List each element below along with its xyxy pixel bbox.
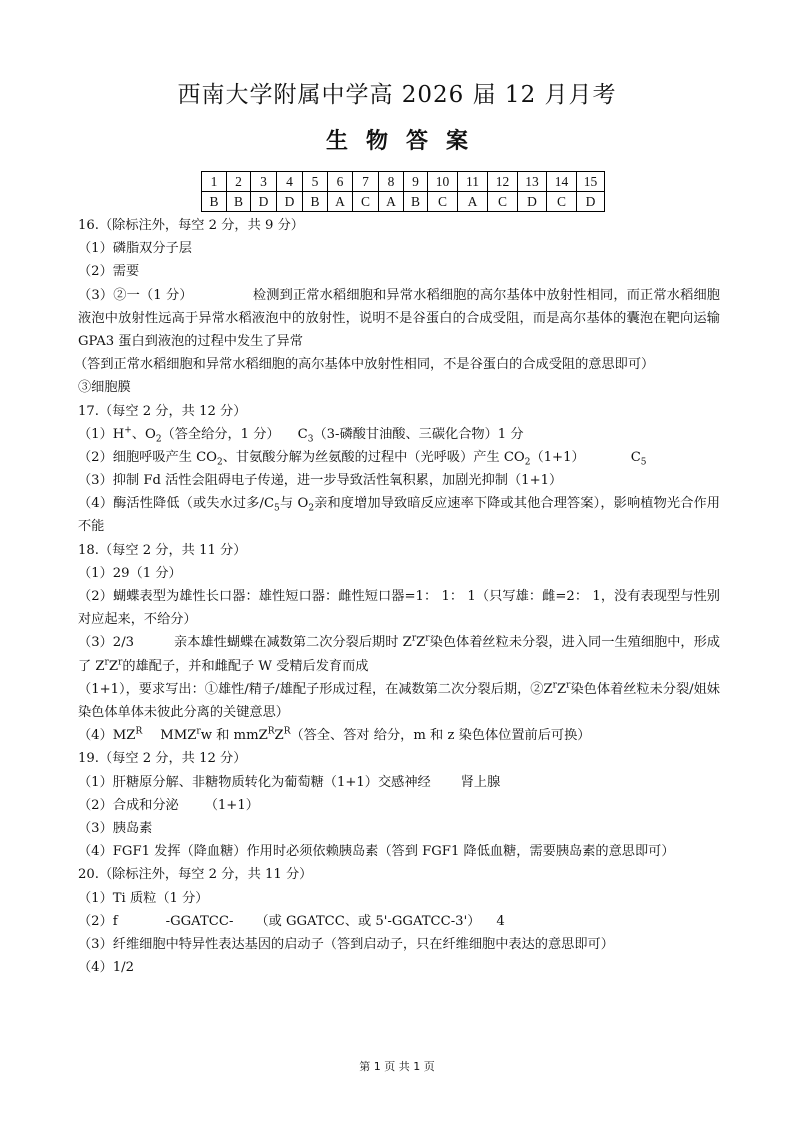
answer-cell: A bbox=[458, 192, 488, 212]
answer-cell: B bbox=[227, 192, 251, 212]
q20-a2-mid: -GGATCC- bbox=[165, 913, 234, 929]
q17-a4-text: （4）酶活性降低（或失水过多/C bbox=[78, 496, 275, 512]
q20-a2-text: （2）f bbox=[78, 913, 118, 929]
question-number-cell: 12 bbox=[488, 172, 518, 192]
q18-a4-t2: w 和 mmZ bbox=[200, 728, 268, 744]
q17-a4-rest: 亲和度增加导致暗反应速率下降或其他合理答案），影响植物光合作用不能 bbox=[78, 496, 720, 535]
q17-a2-mid: 、甘氨酸分解为丝氨酸的过程中（光呼吸）产生 CO bbox=[222, 449, 525, 465]
answer-cell: C bbox=[353, 192, 379, 212]
question-number-cell: 5 bbox=[303, 172, 328, 192]
question-number-cell: 8 bbox=[379, 172, 404, 192]
q18-a3-t4: 的雄配子，并和雌配子 W 受精后发育而成 bbox=[122, 658, 369, 674]
q18-a3-sup1: r bbox=[411, 634, 417, 645]
q17-a2-text: （2）细胞呼吸产生 CO bbox=[78, 449, 217, 465]
question-number-cell: 13 bbox=[518, 172, 547, 192]
answer-cell: B bbox=[404, 192, 428, 212]
q19-answer-4: （4）FGF1 发挥（降血糖）作用时必须依赖胰岛素（答到 FGF1 降低血糖，需要胰岛素的意思即可） bbox=[78, 844, 675, 860]
q18-answer-3-note bbox=[78, 678, 720, 724]
q17-a4-mid: 与 O bbox=[279, 496, 309, 512]
q20-answer-1: （1）Ti 质粒（1 分） bbox=[78, 890, 209, 906]
q17-a1-sub: 2 bbox=[155, 434, 162, 445]
q18-a3-note-rest: 染色体着丝粒未分裂/姐妹染色体单体未彼此分离的关键意思） bbox=[78, 681, 720, 721]
q17-a1-c-rest: （3-磷酸甘油酸、三碳化合物）1 分 bbox=[313, 426, 524, 442]
q18-a4-rest: （答全、答对 给分，m 和 z 染色体位置前后可换） bbox=[290, 728, 591, 744]
q17-a1-sup: + bbox=[124, 425, 132, 436]
q19-answer-2 bbox=[78, 794, 720, 817]
q18-a3-label: （3）2/3 bbox=[78, 635, 135, 651]
q18-a4-sup1: R bbox=[135, 726, 143, 737]
q16-answer-2: （2）需要 bbox=[78, 264, 140, 280]
q19-a1-text: （1）肝糖原分解、非糖物质转化为葡萄糖（1+1）交感神经 bbox=[78, 774, 431, 790]
q18-a3-text: 亲本雄性蝴蝶在减数第二次分裂后期时 Z bbox=[174, 635, 412, 651]
answer-subtitle: 生物答案 bbox=[325, 128, 486, 154]
q18-a4-sup4: R bbox=[283, 726, 291, 737]
q16-answer-3-c: ③细胞膜 bbox=[78, 380, 131, 396]
q18-heading: 18.（每空 2 分，共 11 分） bbox=[78, 542, 247, 558]
q18-a4-t3: Z bbox=[274, 728, 284, 744]
answer-cell: B bbox=[202, 192, 227, 212]
answer-cell: D bbox=[251, 192, 277, 212]
q19-answer-3: （3）胰岛素 bbox=[78, 820, 153, 836]
q17-a4-sub2: 2 bbox=[308, 503, 315, 514]
q18-a3-t3: Z bbox=[108, 658, 119, 674]
q16-answer-3-note: （答到正常水稻细胞和异常水稻细胞的高尔基体中放射性相同，不是谷蛋白的合成受阻的意思即可） bbox=[74, 357, 655, 373]
answer-cell: A bbox=[379, 192, 404, 212]
q18-a4-sup3: R bbox=[267, 726, 275, 737]
q17-answer-4 bbox=[78, 492, 720, 538]
answer-table bbox=[201, 171, 605, 212]
q17-a4-sub1: 5 bbox=[274, 503, 280, 514]
q19-a1-b: 肾上腺 bbox=[460, 774, 501, 790]
answer-cell: A bbox=[328, 192, 353, 212]
question-number-cell: 6 bbox=[328, 172, 353, 192]
question-number-cell: 14 bbox=[547, 172, 577, 192]
answer-cell: C bbox=[428, 192, 458, 212]
page-footer: 第 1 页 共 1 页 bbox=[359, 1060, 435, 1073]
q18-answer-4 bbox=[78, 724, 720, 747]
q18-a3-note-sup1: r bbox=[552, 680, 557, 691]
q17-answer-3: （3）抑制 Fd 活性会阻碍电子传递，进一步导致活性氧积累，加剧光抑制（1+1） bbox=[78, 473, 563, 489]
q16-answer-1: （1）磷脂双分子层 bbox=[78, 241, 192, 257]
q17-heading: 17.（每空 2 分，共 12 分） bbox=[78, 403, 247, 419]
q19-a2-b: （1+1） bbox=[204, 797, 259, 813]
answer-cell: C bbox=[547, 192, 577, 212]
q17-answer-1 bbox=[78, 423, 720, 446]
question-number-cell: 15 bbox=[577, 172, 605, 192]
q18-a3-t2: 染色体着丝粒未分裂，进入同一生殖细胞中，形成了 Z bbox=[78, 635, 720, 674]
q20-a2-num: 4 bbox=[496, 913, 505, 929]
answer-cell: B bbox=[303, 192, 328, 212]
q20-answer-3: （3）纤维细胞中特异性表达基因的启动子（答到启动子，只在纤维细胞中表达的意思即可） bbox=[78, 936, 614, 952]
question-number-cell: 3 bbox=[251, 172, 277, 192]
q18-a3-sup3: r bbox=[104, 657, 109, 668]
q19-heading: 19.（每空 2 分，共 12 分） bbox=[78, 751, 247, 767]
q17-a2-sub1: 2 bbox=[216, 457, 223, 468]
q17-a2-c-sub: 5 bbox=[640, 457, 647, 468]
q18-a4-t1: MMZ bbox=[160, 728, 197, 744]
q16-answer-3-text: 检测到正常水稻细胞和异常水稻细胞的高尔基体中放射性相同，而正常水稻细胞液泡中放射性远高于异常水稻液泡中的放射性，说明不是谷蛋白的合成受阻，而是高尔基体的囊泡在靶向运输 GPA3 蛋白到液泡的过程中发生了异常 bbox=[78, 287, 720, 349]
q17-a1-rest: （答全给分，1 分） bbox=[161, 426, 280, 442]
question-number-cell: 11 bbox=[458, 172, 488, 192]
question-number-cell: 9 bbox=[404, 172, 428, 192]
q17-a1-c-sub: 3 bbox=[307, 434, 314, 445]
q18-answer-1: （1）29（1 分） bbox=[78, 565, 182, 581]
q18-answer-2: （2）蝴蝶表型为雄性长口器：雄性短口器：雌性短口器=1： 1： 1（只写雄：雌=2： 1，没有表现型与性别对应起来，不给分） bbox=[78, 589, 720, 628]
q18-a3-sup2: r bbox=[425, 634, 430, 645]
q17-a1-c: C bbox=[297, 426, 308, 442]
answer-table-answer-row bbox=[202, 192, 605, 212]
question-number-cell: 2 bbox=[227, 172, 251, 192]
q18-a3-sup4: r bbox=[118, 657, 123, 668]
question-number-cell: 4 bbox=[277, 172, 303, 192]
answer-cell: D bbox=[277, 192, 303, 212]
q20-answer-2 bbox=[78, 910, 720, 933]
q16-heading: 16.（除标注外，每空 2 分，共 9 分） bbox=[78, 218, 304, 233]
q16-answer-3 bbox=[78, 284, 720, 354]
q18-answer-3 bbox=[78, 631, 720, 677]
q18-a4-sup2: r bbox=[196, 726, 201, 737]
q20-answer-4: （4）1/2 bbox=[78, 960, 134, 976]
question-number-cell: 7 bbox=[353, 172, 379, 192]
answer-cell: D bbox=[577, 192, 605, 212]
answer-cell: C bbox=[488, 192, 518, 212]
q20-a2-alt: （或 GGATCC、或 5'-GGATCC-3'） bbox=[255, 913, 481, 929]
q17-a2-sub2: 2 bbox=[524, 457, 531, 468]
q19-a2-text: （2）合成和分泌 bbox=[78, 797, 179, 813]
q20-heading: 20.（除标注外，每空 2 分，共 11 分） bbox=[78, 867, 313, 883]
q18-a3-note-text: （1+1），要求写出：①雄性/精子/雄配子形成过程，在减数第二次分裂后期，②Z bbox=[78, 681, 553, 697]
q17-a1-text: （1）H bbox=[78, 426, 125, 442]
question-number-cell: 1 bbox=[202, 172, 227, 192]
answer-body bbox=[74, 214, 720, 979]
q19-answer-1 bbox=[78, 771, 720, 794]
q17-a1-mid: 、O bbox=[131, 426, 156, 442]
q16-answer-3-label: （3）②一（1 分） bbox=[78, 287, 193, 303]
q18-a4-text: （4）MZ bbox=[78, 728, 136, 744]
q17-a2-rest: （1+1） bbox=[530, 449, 585, 465]
q18-a3-note-t1: Z bbox=[556, 681, 567, 697]
exam-title: 西南大学附属中学高 2026 届 12 月月考 bbox=[177, 82, 617, 108]
q17-a2-c: C bbox=[630, 449, 641, 465]
answer-table-number-row bbox=[202, 172, 605, 192]
q17-answer-2 bbox=[78, 446, 720, 469]
answer-cell: D bbox=[518, 192, 547, 212]
q18-a3-t1: Z bbox=[416, 635, 426, 651]
q18-a3-note-sup2: r bbox=[566, 680, 571, 691]
question-number-cell: 10 bbox=[428, 172, 458, 192]
